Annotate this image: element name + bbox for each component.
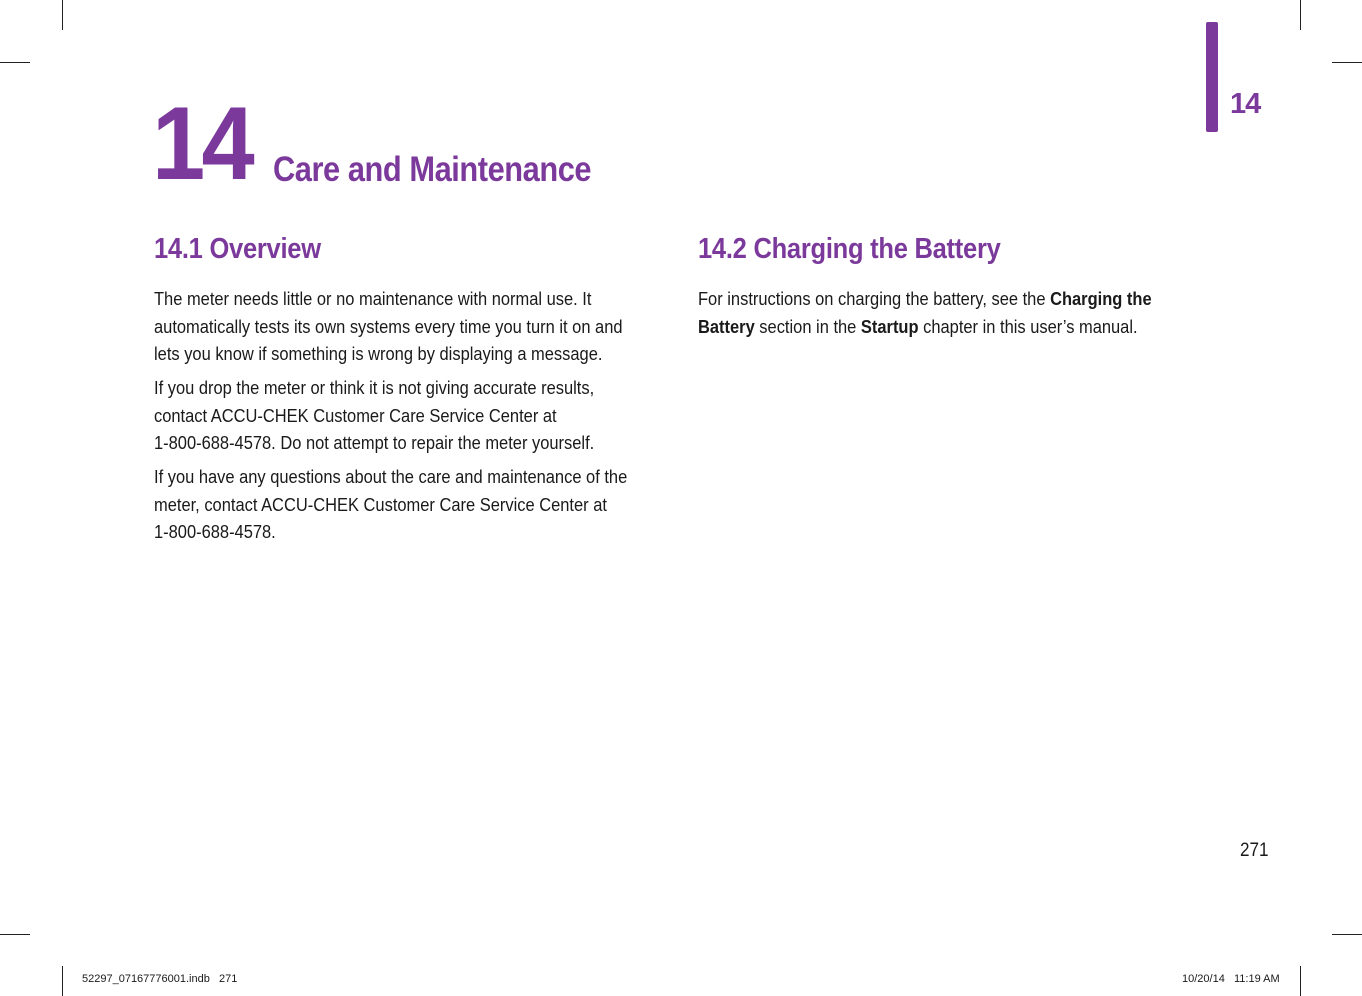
overview-paragraph	[154, 285, 657, 368]
crop-mark-top-right-vertical	[1300, 0, 1301, 30]
paragraph-line: If you have any questions about the care and maintenance of the	[154, 466, 628, 487]
print-slug-timestamp: 10/20/14 11:19 AM	[1182, 973, 1280, 985]
chapter-title: Care and Maintenance	[273, 150, 592, 189]
charging-line2-text-a: section in the	[754, 315, 861, 337]
section-heading-charging-battery: 14.2 Charging the Battery	[698, 233, 1001, 265]
crop-mark-bottom-right-horizontal	[1332, 934, 1362, 935]
chapter-tab-bar	[1206, 22, 1218, 132]
overview-body	[154, 285, 719, 552]
paragraph-line: 1-800-688-4578. Do not attempt to repair the meter yourself.	[154, 432, 595, 453]
overview-paragraph	[154, 374, 657, 457]
paragraph-line	[698, 313, 1201, 341]
paragraph-line: meter, contact ACCU-CHEK Customer Care Service Center at	[154, 493, 607, 515]
paragraph-line: contact ACCU-CHEK Customer Care Service Center at	[154, 404, 557, 426]
crop-mark-top-right-horizontal	[1332, 62, 1362, 63]
paragraph-line: The meter needs little or no maintenance with normal use. It	[154, 288, 592, 309]
startup-reference: Startup	[860, 315, 919, 337]
paragraph-line	[698, 285, 1201, 313]
charging-the-battery-reference: Charging the	[1050, 288, 1152, 309]
paragraph-line: 1-800-688-4578.	[154, 521, 276, 542]
overview-paragraph	[154, 463, 657, 546]
chapter-tab-number: 14	[1230, 88, 1261, 120]
crop-mark-bottom-left-horizontal	[0, 934, 30, 935]
crop-mark-top-left-vertical	[62, 0, 63, 30]
print-slug-filename: 52297_07167776001.indb 271	[82, 973, 238, 985]
crop-mark-bottom-left-vertical	[62, 966, 63, 996]
charging-line1-text: For instructions on charging the battery, see the	[698, 288, 1051, 309]
crop-mark-bottom-right-vertical	[1300, 966, 1301, 996]
charging-line2-text-b: chapter in this user’s manual.	[918, 315, 1138, 337]
battery-reference: Battery	[698, 315, 755, 337]
paragraph-line: lets you know if something is wrong by displaying a message.	[154, 343, 603, 364]
page-number: 271	[1240, 840, 1269, 861]
charging-paragraph	[698, 285, 1201, 340]
chapter-number: 14	[152, 86, 252, 202]
section-heading-overview: 14.1 Overview	[154, 233, 321, 265]
paragraph-line: automatically tests its own systems every time you turn it on and	[154, 315, 623, 337]
charging-body	[698, 285, 1263, 347]
crop-mark-top-left-horizontal	[0, 62, 30, 63]
paragraph-line: If you drop the meter or think it is not giving accurate results,	[154, 377, 595, 398]
